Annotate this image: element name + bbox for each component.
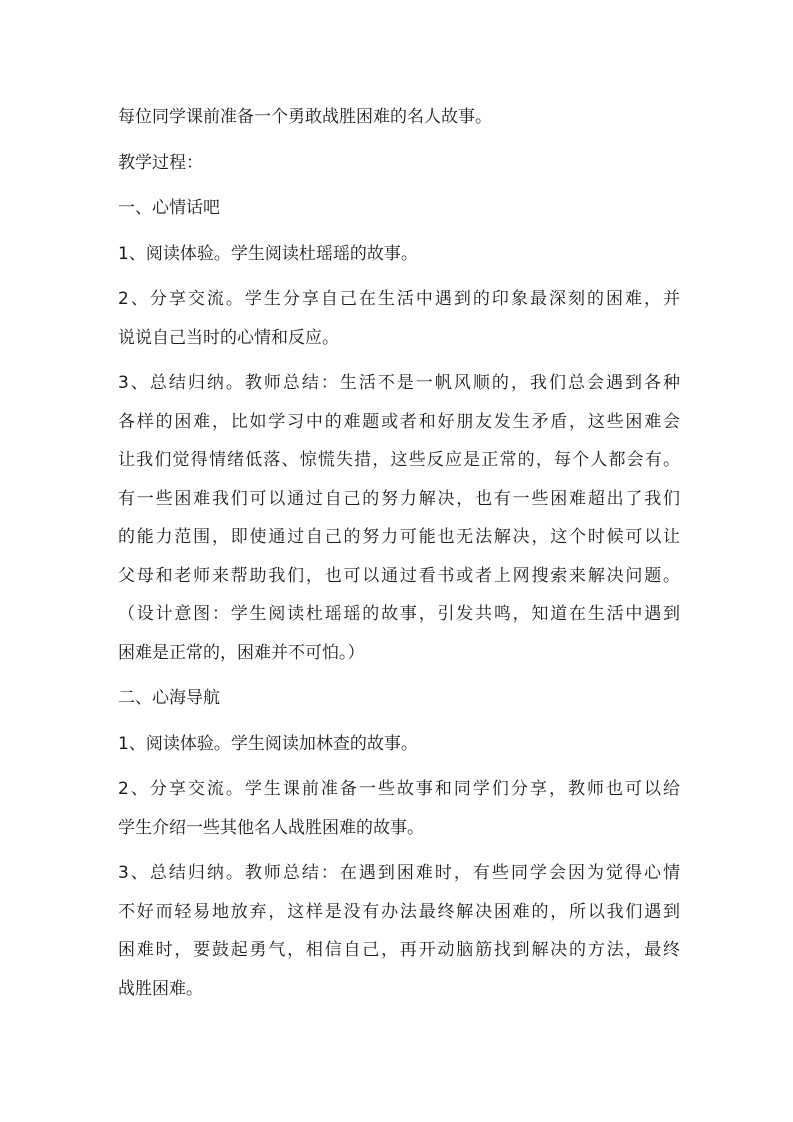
- paragraph-preparation: [118, 98, 680, 137]
- text-line: （设计意图：学生阅读杜瑶瑶的故事，引发共鸣，知道在生活中遇到: [118, 604, 680, 624]
- text-line: 3、总结归纳。教师总结：在遇到困难时，有些同学会因为觉得心情: [118, 863, 680, 883]
- text-line: 教学过程：: [118, 152, 203, 173]
- text-line: 一、心情话吧: [118, 198, 220, 218]
- text-line: 2、分享交流。学生课前准备一些故事和同学们分享，教师也可以给: [118, 779, 680, 799]
- section-heading-2: [118, 679, 680, 718]
- text-line: 每位同学课前准备一个勇敢战胜困难的名人故事。: [118, 107, 492, 127]
- text-line: 1、阅读体验。学生阅读加林查的故事。: [118, 733, 418, 754]
- text-line: 2、分享交流。学生分享自己在生活中遇到的印象最深刻的困难，并: [118, 289, 680, 309]
- text-line: 让我们觉得情绪低落、惊慌失措，这些反应是正常的，每个人都会有。: [118, 450, 680, 470]
- text-line: 学生介绍一些其他名人战胜困难的故事。: [118, 817, 424, 838]
- document-body: [118, 98, 680, 1015]
- paragraph-1-3: [118, 364, 680, 672]
- text-line: 困难时，要鼓起勇气，相信自己，再开动脑筋找到解决的方法，最终: [118, 940, 680, 960]
- paragraph-2-3: [118, 854, 680, 1008]
- text-line: 二、心海导航: [118, 688, 220, 708]
- text-line: 不好而轻易地放弃，这样是没有办法最终解决困难的，所以我们遇到: [118, 901, 680, 922]
- paragraph-2-2: [118, 770, 680, 847]
- text-line: 父母和老师来帮助我们，也可以通过看书或者上网搜索来解决问题。: [118, 565, 680, 586]
- text-line: 3、总结归纳。教师总结：生活不是一帆风顺的，我们总会遇到各种: [118, 373, 680, 393]
- paragraph-1-1: [118, 235, 680, 274]
- text-line: 有一些困难我们可以通过自己的努力解决，也有一些困难超出了我们: [118, 488, 680, 509]
- paragraph-2-1: [118, 725, 680, 764]
- text-line: 战胜困难。: [118, 978, 203, 999]
- text-line: 困难是正常的，困难并不可怕。）: [118, 642, 365, 663]
- text-line: 各样的困难，比如学习中的难题或者和好朋友发生矛盾，这些困难会: [118, 411, 680, 432]
- heading-teaching-process: [118, 144, 680, 183]
- section-heading-1: [118, 189, 680, 228]
- text-line: 说说自己当时的心情和反应。: [118, 327, 339, 348]
- text-line: 的能力范围，即使通过自己的努力可能也无法解决，这个时候可以让: [118, 527, 680, 547]
- text-line: 1、阅读体验。学生阅读杜瑶瑶的故事。: [118, 243, 418, 264]
- paragraph-1-2: [118, 280, 680, 357]
